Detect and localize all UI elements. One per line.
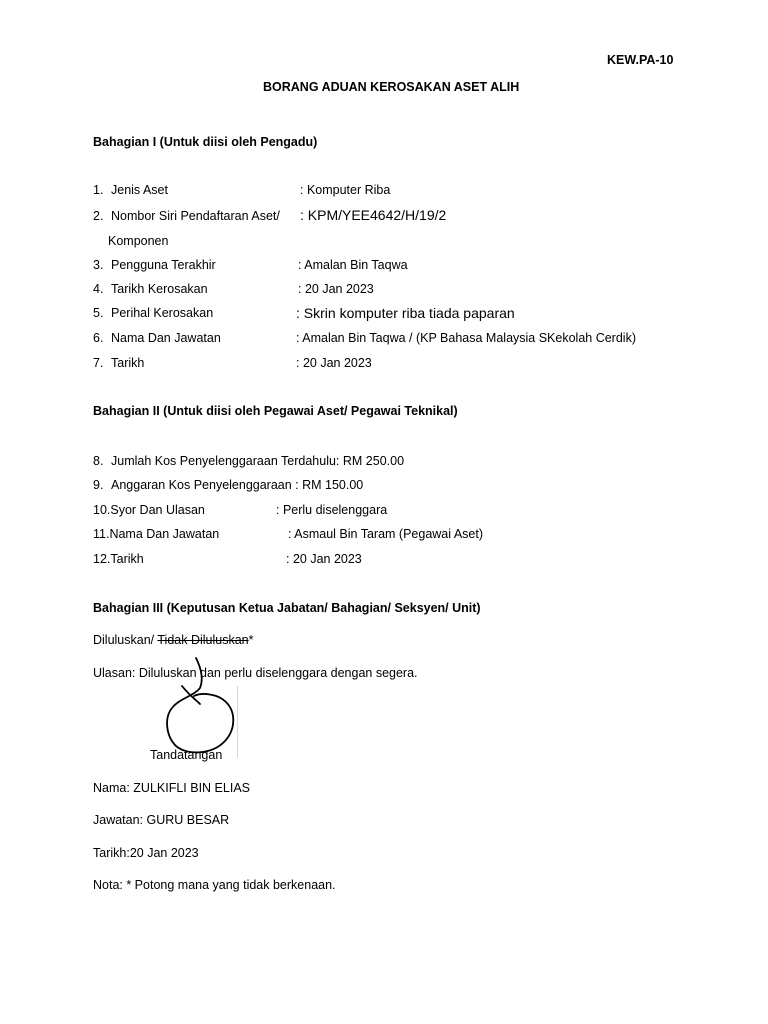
item-value: : Asmaul Bin Taram (Pegawai Aset) — [288, 527, 483, 541]
item-value: : Amalan Bin Taqwa / (KP Bahasa Malaysia SKekolah Cerdik) — [296, 331, 636, 345]
item-number: 5. — [93, 306, 104, 320]
item-label: Nama Dan Jawatan — [111, 331, 221, 345]
item-label: Tarikh — [111, 356, 145, 370]
section1-heading: Bahagian I (Untuk diisi oleh Pengadu) — [93, 135, 318, 149]
item-number: 7. — [93, 356, 104, 370]
item-number: 1. — [93, 183, 104, 197]
item-value: : Komputer Riba — [300, 183, 391, 197]
signatory-date: Tarikh:20 Jan 2023 — [93, 846, 199, 860]
signatory-position: Jawatan: GURU BESAR — [93, 813, 230, 827]
ulasan-text: Ulasan: Diluluskan dan perlu diselenggara dengan segera. — [93, 666, 418, 680]
item-number: 2. — [93, 209, 104, 223]
section3-heading: Bahagian III (Keputusan Ketua Jabatan/ Bahagian/ Seksyen/ Unit) — [93, 601, 481, 615]
item-label: Jenis Aset — [111, 183, 168, 197]
item-number: 8. — [93, 454, 104, 468]
item-value: : KPM/YEE4642/H/19/2 — [300, 207, 447, 223]
item-number: 6. — [93, 331, 104, 345]
item-label: Perihal Kerosakan — [111, 306, 214, 320]
asterisk: * — [248, 633, 254, 647]
item-label-continued: Komponen — [108, 234, 169, 248]
item-value: : Amalan Bin Taqwa — [298, 258, 408, 272]
item-number: 4. — [93, 282, 104, 296]
form-code: KEW.PA-10 — [607, 53, 674, 67]
item-text: Jumlah Kos Penyelenggaraan Terdahulu: RM 250.00 — [111, 454, 405, 468]
item-text: Anggaran Kos Penyelenggaraan : RM 150.00 — [111, 478, 364, 492]
item-label: Tarikh Kerosakan — [111, 282, 208, 296]
item-value: : Skrin komputer riba tiada paparan — [296, 305, 515, 321]
item-label: Pengguna Terakhir — [111, 258, 216, 272]
approved-option: Diluluskan/ — [93, 633, 155, 647]
item-label: 12.Tarikh — [93, 552, 144, 566]
item-label: 10.Syor Dan Ulasan — [93, 503, 205, 517]
item-number: 9. — [93, 478, 104, 492]
signature-label: Tandatangan — [150, 748, 223, 762]
item-value: : 20 Jan 2023 — [296, 356, 372, 370]
item-number: 3. — [93, 258, 104, 272]
section2-heading: Bahagian II (Untuk diisi oleh Pegawai Aset/ Pegawai Teknikal) — [93, 404, 458, 418]
item-label: Nombor Siri Pendaftaran Aset/ — [111, 209, 280, 223]
item-value: : 20 Jan 2023 — [286, 552, 362, 566]
signature-divider — [237, 686, 238, 758]
item-value: : Perlu diselenggara — [276, 503, 388, 517]
signatory-name: Nama: ZULKIFLI BIN ELIAS — [93, 781, 250, 795]
approval-line — [93, 633, 254, 647]
not-approved-option: Tidak Diluluskan — [157, 633, 249, 647]
item-value: : 20 Jan 2023 — [298, 282, 374, 296]
item-label: 11.Nama Dan Jawatan — [93, 527, 220, 541]
signature-drawing — [160, 656, 244, 756]
footnote: Nota: * Potong mana yang tidak berkenaan. — [93, 878, 336, 892]
form-title: BORANG ADUAN KEROSAKAN ASET ALIH — [263, 80, 520, 94]
